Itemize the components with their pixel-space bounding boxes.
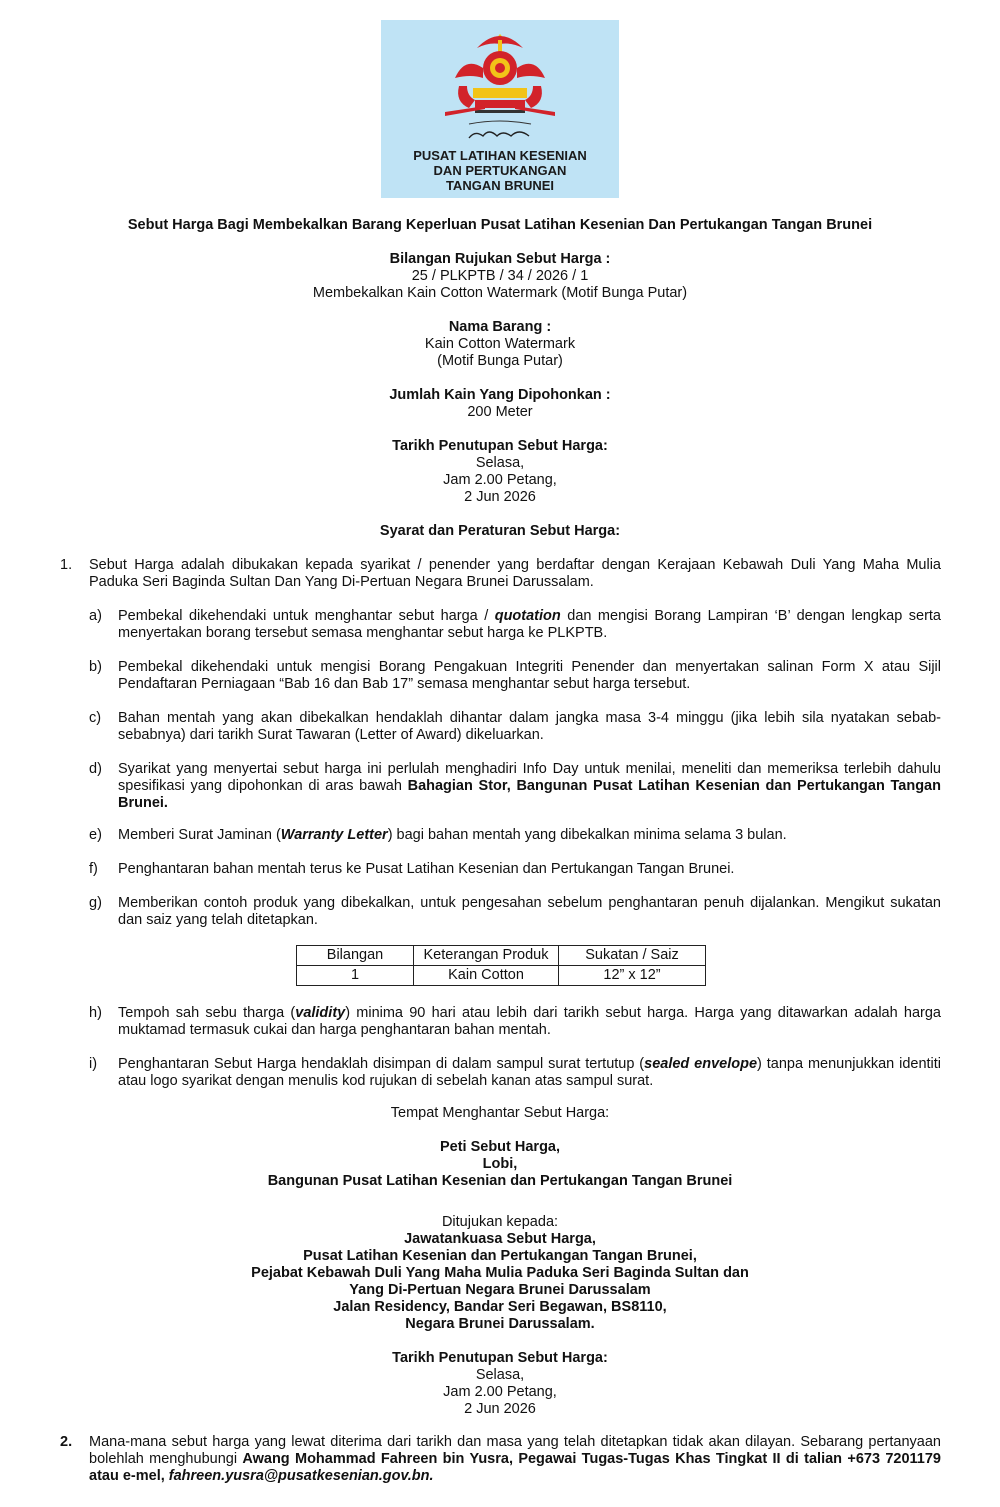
sub-term-e-letter: e) xyxy=(89,827,102,843)
table-row xyxy=(297,966,706,986)
term-2-part-1: Mana-mana sebut harga yang lewat diterima dari tarikh dan masa yang telah ditetapkan tidak akan dilayan. Sebarang pertanyaan bolehlah menghubungi xyxy=(89,1434,941,1467)
item-name-block xyxy=(0,319,1000,370)
address-line-6: Negara Brunei Darussalam. xyxy=(405,1316,595,1332)
sub-term-f-letter: f) xyxy=(89,861,98,877)
term-1-text: Sebut Harga adalah dibukakan kepada syarikat / penender yang berdaftar dengan Kerajaan Kebawah Duli Yang Maha Mulia Paduka Seri Baginda Sultan Dan Yang Di-Pertuan Negara Brunei Darussalam. xyxy=(89,557,941,590)
logo xyxy=(381,20,619,198)
sub-term-g-text: Memberikan contoh produk yang dibekalkan, untuk pengesahan sebelum penghantaran penuh dijalankan. Mengikut sukatan dan saiz yang telah ditetapkan. xyxy=(118,895,941,928)
sub-term-i-part-2: ) tanpa menunjukkan identiti atau logo syarikat dengan menulis kod rujukan di sebelah kanan atas sampul surat. xyxy=(118,1056,942,1089)
sub-term-f-text: Penghantaran bahan mentah terus ke Pusat Latihan Kesenian dan Pertukangan Tangan Brunei. xyxy=(118,861,735,877)
sub-term-a-emphasis: quotation xyxy=(494,608,561,624)
sub-term-c-letter: c) xyxy=(89,710,102,726)
sub-term-d-bold: Bahagian Stor, Bangunan Pusat Latihan Kesenian dan Pertukangan Tangan Brunei. xyxy=(118,778,941,811)
logo-line-1: PUSAT LATIHAN KESENIAN xyxy=(413,148,587,163)
sub-term-i-emphasis: sealed envelope xyxy=(644,1056,758,1072)
reference-number: 25 / PLKPTB / 34 / 2026 / 1 xyxy=(411,268,589,284)
reference-label: Bilangan Rujukan Sebut Harga : xyxy=(389,251,611,267)
closing-day-bottom: Selasa, xyxy=(475,1367,525,1383)
term-1-number: 1. xyxy=(60,557,73,573)
sub-term-i-letter: i) xyxy=(89,1056,98,1072)
closing-label-bottom: Tarikh Penutupan Sebut Harga: xyxy=(392,1350,608,1366)
sub-term-a-part-2: dan mengisi Borang Lampiran ‘B’ dengan lengkap serta menyertakan borang tersebut semasa menghantar sebut harga ke PLKPTB. xyxy=(118,608,941,641)
sub-term-d-part-1: Syarikat yang menyertai sebut harga ini perlulah menghadiri Info Day untuk menilai, meneliti dan memeriksa terlebih dahulu spesifikasi yang dipohonkan di aras bawah xyxy=(118,761,941,794)
closing-time-bottom: Jam 2.00 Petang, xyxy=(443,1384,557,1400)
submission-label: Tempat Menghantar Sebut Harga: xyxy=(390,1105,610,1121)
table-header-cell: Keterangan Produk xyxy=(414,946,559,966)
table-cell: 12” x 12” xyxy=(559,966,706,986)
item-name-line-2: (Motif Bunga Putar) xyxy=(437,353,563,369)
sub-term-g-letter: g) xyxy=(89,895,102,911)
sub-term-i-text xyxy=(118,1056,941,1090)
closing-time: Jam 2.00 Petang, xyxy=(443,472,557,488)
closing-date: 2 Jun 2026 xyxy=(464,489,536,505)
table-cell: 1 xyxy=(297,966,414,986)
term-2-contact: Awang Mohammad Fahreen bin Yusra, Pegawai Tugas-Tugas Khas Tingkat II di talian +673 7201179 atau e-mel, xyxy=(89,1451,941,1484)
sub-term-a-text xyxy=(118,608,941,642)
term-2-number: 2. xyxy=(60,1434,73,1450)
address-line-3: Pejabat Kebawah Duli Yang Maha Mulia Paduka Seri Baginda Sultan dan xyxy=(251,1265,749,1281)
terms-heading: Syarat dan Peraturan Sebut Harga: xyxy=(379,523,621,539)
quantity-value: 200 Meter xyxy=(467,404,533,420)
document-title: Sebut Harga Bagi Membekalkan Barang Keperluan Pusat Latihan Kesenian Dan Pertukangan Tangan Brunei xyxy=(127,217,873,233)
sub-term-b-text: Pembekal dikehendaki untuk mengisi Borang Pengakuan Integriti Penender dan menyertakan salinan Form X atau Sijil Pendaftaran Perniagaan “Bab 16 dan Bab 17” semasa menghantar sebut harga tersebut. xyxy=(118,659,941,692)
sub-term-h-emphasis: validity xyxy=(295,1005,346,1021)
sub-term-h-letter: h) xyxy=(89,1005,102,1021)
quantity-label: Jumlah Kain Yang Dipohonkan : xyxy=(389,387,611,403)
submission-line-2: Lobi, xyxy=(482,1156,518,1172)
table-header-cell: Bilangan xyxy=(297,946,414,966)
logo-text xyxy=(381,148,619,193)
address-line-5: Jalan Residency, Bandar Seri Begawan, BS8110, xyxy=(333,1299,667,1315)
term-2-email: fahreen.yusra@pusatkesenian.gov.bn. xyxy=(168,1468,434,1484)
closing-date-block-bottom xyxy=(0,1350,1000,1418)
sub-term-a-part-1: Pembekal dikehendaki untuk menghantar sebut harga / xyxy=(118,608,495,624)
table-header-row xyxy=(297,946,706,966)
submission-line-3: Bangunan Pusat Latihan Kesenian dan Pertukangan Tangan Brunei xyxy=(267,1173,733,1189)
logo-line-3: TANGAN BRUNEI xyxy=(445,178,555,193)
term-2-text xyxy=(89,1434,941,1485)
sub-term-e-part-2: ) bagi bahan mentah yang dibekalkan minima selama 3 bulan. xyxy=(387,827,787,843)
crest-emblem-icon xyxy=(425,26,575,146)
address-block xyxy=(0,1214,1000,1333)
closing-date-block-top xyxy=(0,438,1000,506)
closing-date-bottom: 2 Jun 2026 xyxy=(464,1401,536,1417)
sub-term-a-letter: a) xyxy=(89,608,102,624)
sub-term-d-letter: d) xyxy=(89,761,102,777)
submission-block xyxy=(0,1139,1000,1190)
reference-block xyxy=(0,251,1000,302)
submission-line-1: Peti Sebut Harga, xyxy=(439,1139,561,1155)
logo-line-2: DAN PERTUKANGAN xyxy=(433,163,567,178)
sub-term-i-part-1: Penghantaran Sebut Harga hendaklah disimpan di dalam sampul surat tertutup ( xyxy=(118,1056,645,1072)
sample-table xyxy=(296,945,706,986)
table-cell: Kain Cotton xyxy=(414,966,559,986)
sub-term-h-part-1: Tempoh sah sebu tharga ( xyxy=(118,1005,296,1021)
address-label: Ditujukan kepada: xyxy=(441,1214,559,1230)
quantity-block xyxy=(0,387,1000,421)
address-line-1: Jawatankuasa Sebut Harga, xyxy=(404,1231,596,1247)
address-line-2: Pusat Latihan Kesenian dan Pertukangan Tangan Brunei, xyxy=(303,1248,697,1264)
sub-term-h-part-2: ) minima 90 hari atau lebih dari tarikh sebut harga. Harga yang ditawarkan adalah harga muktamad termasuk cukai dan harga penghantaran bahan mentah. xyxy=(118,1005,941,1038)
item-name-line-1: Kain Cotton Watermark xyxy=(424,336,576,352)
item-name-label: Nama Barang : xyxy=(448,319,552,335)
sub-term-c-text: Bahan mentah yang akan dibekalkan hendaklah dihantar dalam jangka masa 3-4 minggu (jika lebih sila nyatakan sebab-sebabnya) dari tarikh Surat Tawaran (Letter of Award) dikeluarkan. xyxy=(118,710,941,743)
closing-day: Selasa, xyxy=(475,455,525,471)
closing-label: Tarikh Penutupan Sebut Harga: xyxy=(392,438,608,454)
address-line-4: Yang Di-Pertuan Negara Brunei Darussalam xyxy=(349,1282,651,1298)
table-header-cell: Sukatan / Saiz xyxy=(559,946,706,966)
sub-term-b-letter: b) xyxy=(89,659,102,675)
reference-description: Membekalkan Kain Cotton Watermark (Motif Bunga Putar) xyxy=(312,285,688,301)
sub-term-e-part-1: Memberi Surat Jaminan ( xyxy=(118,827,281,843)
sub-term-h-text xyxy=(118,1005,941,1039)
sub-term-d-text xyxy=(118,761,941,812)
sub-term-e-emphasis: Warranty Letter xyxy=(280,827,388,843)
sub-term-e-text xyxy=(118,827,941,844)
